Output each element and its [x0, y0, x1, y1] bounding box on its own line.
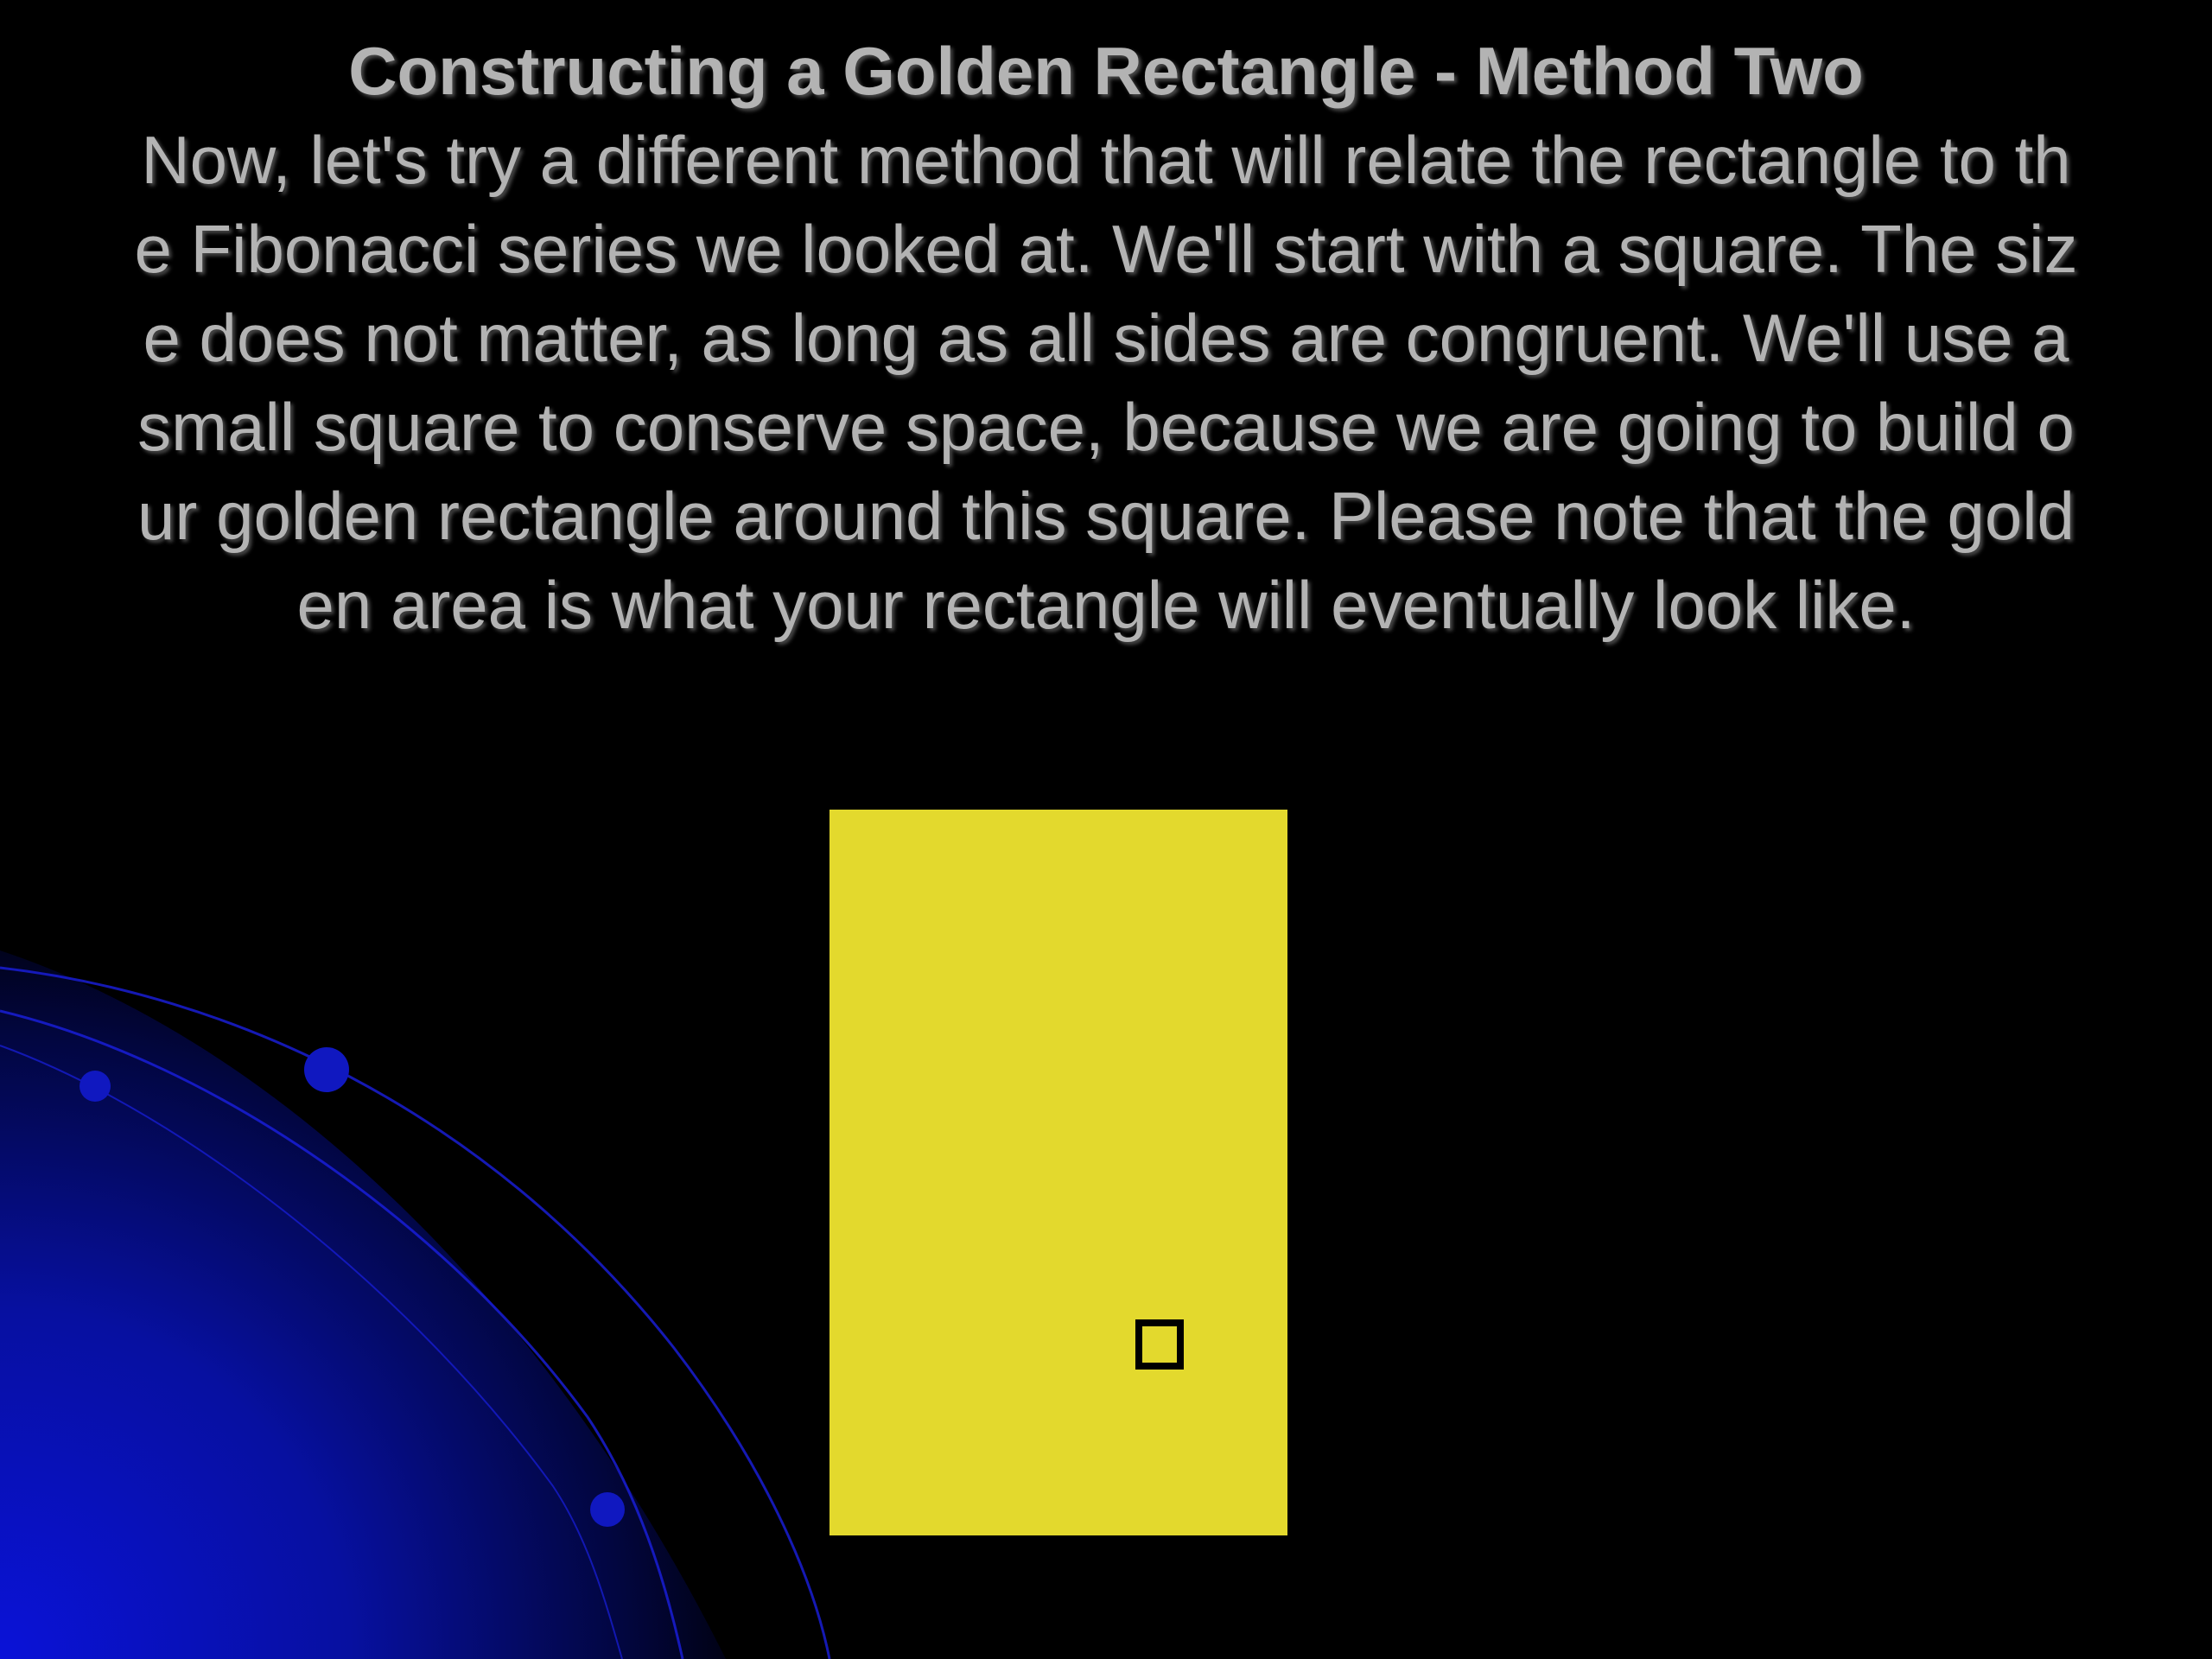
- orbit-dot: [79, 1071, 111, 1102]
- orbit-dot: [304, 1047, 349, 1092]
- slide-text-block: [130, 26, 2082, 650]
- slide-title: Constructing a Golden Rectangle - Method Two: [348, 33, 1864, 109]
- slide-body-text: Now, let's try a different method that will relate the rectangle to the Fibonacci series we looked at. We'll start with a square. The size does not matter, as long as all sides are congruent. We'll use a small square to conserve space, because we are going to build our golden rectangle around this square. Please note that the golden area is what your rectangle will eventually look like.: [134, 122, 2078, 643]
- golden-area-rectangle: [830, 810, 1287, 1535]
- orbit-dot: [590, 1492, 625, 1527]
- blue-globe-shape: [0, 950, 726, 1659]
- starting-square: [1135, 1319, 1184, 1370]
